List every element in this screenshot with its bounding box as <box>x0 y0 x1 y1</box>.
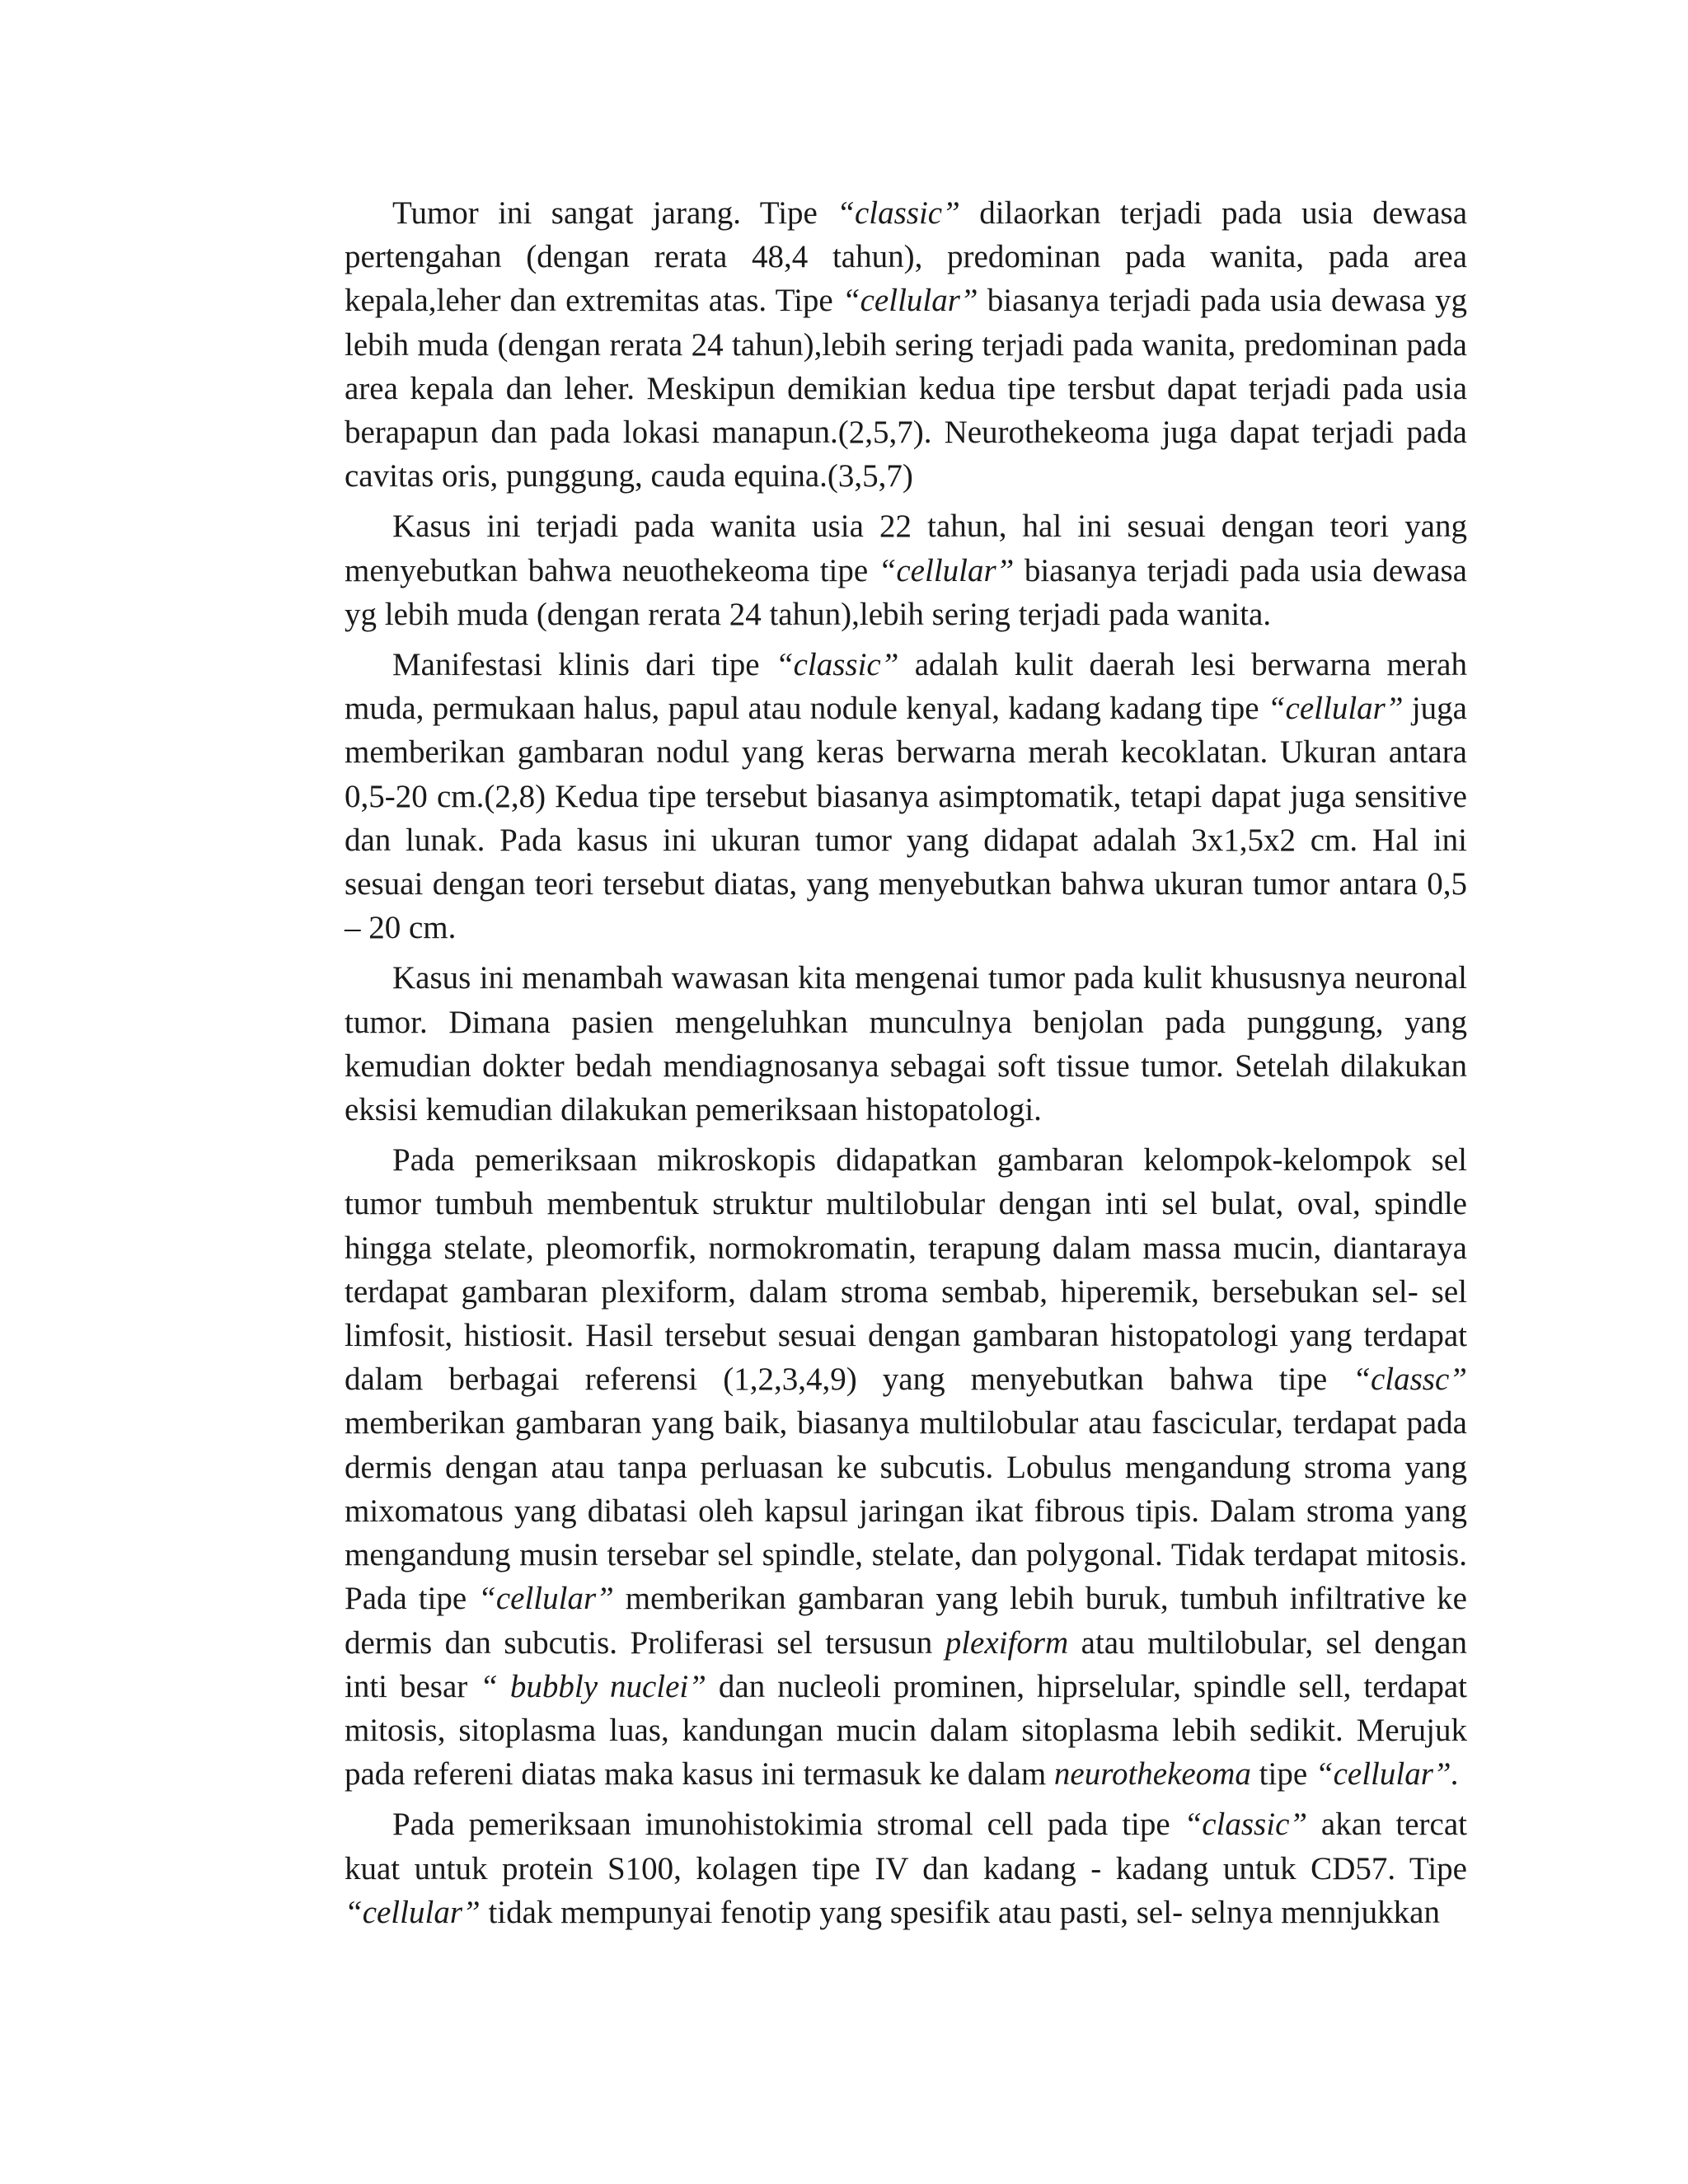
text-segment: memberikan gambaran yang lebih buruk, tumbuh infiltrative ke dermis dan subcutis. Proliferasi sel tersusun <box>345 1581 1467 1661</box>
paragraph-5 <box>345 1138 1467 1796</box>
italic-term: “cellular”. <box>1315 1756 1460 1793</box>
text-segment: Pada pemeriksaan mikroskopis didapatkan gambaran kelompok-kelompok sel tumor tumbuh membentuk struktur multilobular dengan inti sel bulat, oval, spindle hingga stelate, pleomorfik, normokromatin, terapung dalam massa mucin, diantaraya terdapat gambaran plexiform, dalam stroma sembab, hiperemik, bersebukan sel- sel limfosit, histiosit. Hasil tersebut sesuai dengan gambaran histopatologi yang terdapat dalam berbagai referensi (1,2,3,4,9) yang menyebutkan bahwa tipe <box>345 1142 1467 1398</box>
text-segment: juga memberikan gambaran nodul yang keras berwarna merah kecoklatan. Ukuran antara 0,5-20 cm.(2,8) Kedua tipe tersebut biasanya asimptomatik, tetapi dapat juga sensitive dan lunak. Pada kasus ini ukuran tumor yang didapat adalah 3x1,5x2 cm. Hal ini sesuai dengan teori tersebut diatas, yang menyebutkan bahwa ukuran tumor antara 0,5 – 20 cm. <box>345 691 1467 946</box>
paragraph-2 <box>345 504 1467 636</box>
text-segment: Manifestasi klinis dari tipe <box>392 647 776 683</box>
text-segment: Pada pemeriksaan imunohistokimia stromal cell pada tipe <box>392 1807 1184 1843</box>
text-segment: tipe <box>1250 1756 1315 1793</box>
italic-term: “classic” <box>837 195 960 231</box>
paragraph-4 <box>345 956 1467 1132</box>
italic-term: “cellular” <box>1267 691 1404 727</box>
text-segment: Kasus ini terjadi pada wanita usia 22 tahun, hal ini sesuai dengan teori yang menyebutkan bahwa neuothekeoma tipe <box>345 509 1467 588</box>
italic-term: “ bubbly nuclei” <box>480 1668 706 1704</box>
italic-term: neurothekeoma <box>1053 1756 1251 1793</box>
italic-term: “cellular” <box>842 283 978 319</box>
italic-term: “classc” <box>1353 1361 1467 1398</box>
italic-term: “cellular” <box>878 552 1015 588</box>
text-segment: memberikan gambaran yang baik, biasanya multilobular atau fascicular, terdapat pada dermis dengan atau tanpa perluasan ke subcutis. Lobulus mengandung stroma yang mixomatous yang dibatasi oleh kapsul jaringan ikat fibrous tipis. Dalam stroma yang mengandung musin tersebar sel spindle, stelate, dan polygonal. Tidak terdapat mitosis. Pada tipe <box>345 1405 1467 1617</box>
text-segment: adalah kulit daerah lesi berwarna merah muda, permukaan halus, papul atau nodule kenyal, kadang kadang tipe <box>345 647 1467 727</box>
paragraph-3 <box>345 643 1467 949</box>
text-segment: dan nucleoli prominen, hiprselular, spindle sell, terdapat mitosis, sitoplasma luas, kandungan mucin dalam sitoplasma lebih sedikit. Merujuk pada refereni diatas maka kasus ini termasuk ke dalam <box>345 1668 1467 1793</box>
italic-term: “classic” <box>775 647 899 683</box>
paragraph-1 <box>345 191 1467 498</box>
italic-term: “cellular” <box>478 1581 614 1617</box>
italic-term: “cellular” <box>345 1894 481 1930</box>
document-page <box>345 191 1467 1934</box>
text-segment: tidak mempunyai fenotip yang spesifik atau pasti, sel- selnya mennjukkan <box>480 1894 1440 1930</box>
italic-term: plexiform <box>945 1624 1069 1661</box>
text-segment: biasanya terjadi pada usia dewasa yg lebih muda (dengan rerata 24 tahun),lebih sering terjadi pada wanita, predominan pada area kepala dan leher. Meskipun demikian kedua tipe tersbut dapat terjadi pada usia berapapun dan pada lokasi manapun.(2,5,7). Neurothekeoma juga dapat terjadi pada cavitas oris, punggung, cauda equina.(3,5,7) <box>345 283 1467 494</box>
text-segment: Kasus ini menambah wawasan kita mengenai tumor pada kulit khususnya neuronal tumor. Dimana pasien mengeluhkan munculnya benjolan pada punggung, yang kemudian dokter bedah mendiagnosanya sebagai soft tissue tumor. Setelah dilakukan eksisi kemudian dilakukan pemeriksaan histopatologi. <box>345 960 1467 1128</box>
text-segment: dilaorkan terjadi pada usia dewasa pertengahan (dengan rerata 48,4 tahun), predominan pada wanita, pada area kepala,leher dan extremitas atas. Tipe <box>345 195 1467 319</box>
text-segment: Tumor ini sangat jarang. Tipe <box>392 195 837 231</box>
text-segment: atau multilobular, sel dengan inti besar <box>345 1624 1467 1704</box>
italic-term: “classic” <box>1184 1807 1308 1843</box>
text-segment: akan tercat kuat untuk protein S100, kolagen tipe IV dan kadang - kadang untuk CD57. Tipe <box>345 1807 1467 1886</box>
paragraph-6 <box>345 1802 1467 1934</box>
text-segment: biasanya terjadi pada usia dewasa yg lebih muda (dengan rerata 24 tahun),lebih sering terjadi pada wanita. <box>345 552 1467 632</box>
